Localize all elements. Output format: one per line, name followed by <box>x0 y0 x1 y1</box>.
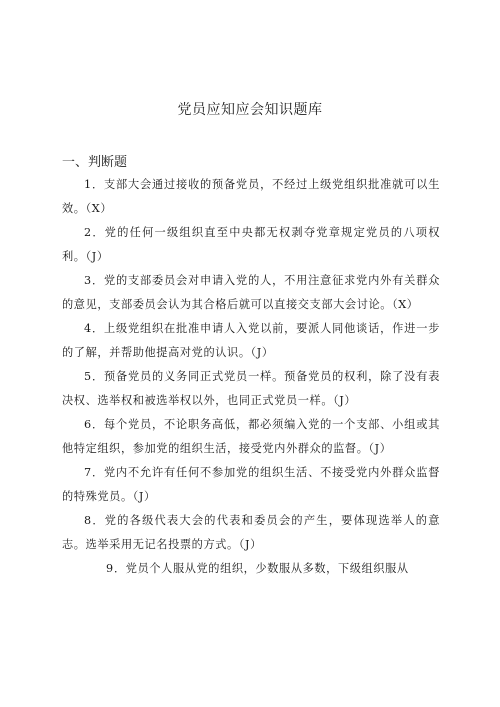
question-item-1: 1．支部大会通过接收的预备党员，不经过上级党组织批准就可以生效。（X） <box>62 178 440 215</box>
question-item-5: 5．预备党员的义务同正式党员一样。预备党员的权利，除了没有表决权、选举权和被选举权以外，也同正式党员一样。（J） <box>62 370 440 407</box>
question-item-9 <box>62 557 440 581</box>
document-title: 党员应知应会知识题库 <box>177 102 323 118</box>
section-heading: 一、判断题 <box>62 155 128 170</box>
question-number: 9 <box>106 562 114 575</box>
question-text: ．党员个人服从党的组织，少数服从多数，下级组织服从 <box>114 562 409 575</box>
question-item-8: 8．党的各级代表大会的代表和委员会的产生，要体现选举人的意志。选举采用无记名投票的方式。（J） <box>62 514 440 551</box>
question-item-3: 3．党的支部委员会对申请入党的人，不用注意征求党内外有关群众的意见，支部委员会认为其合格后就可以直接交支部大会讨论。（X） <box>62 274 440 311</box>
question-item-6: 6．每个党员，不论职务高低，都必须编入党的一个支部、小组或其他特定组织，参加党的组织生活，接受党内外群众的监督。（J） <box>62 418 440 455</box>
question-item-2: 2．党的任何一级组织直至中央都无权剥夺党章规定党员的八项权利。（J） <box>62 226 440 263</box>
question-item-7: 7．党内不允许有任何不参加党的组织生活、不接受党内外群众监督的特殊党员。（J） <box>62 466 440 503</box>
question-list <box>62 173 440 581</box>
question-item-4: 4．上级党组织在批准申请人入党以前，要派人同他谈话，作进一步的了解，并帮助他提高对党的认识。（J） <box>62 322 440 359</box>
